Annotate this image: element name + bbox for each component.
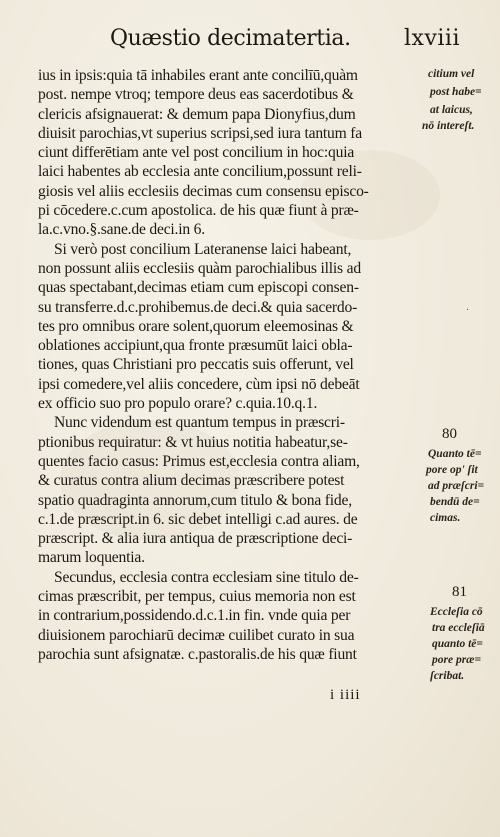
margin-note: quanto tē= — [432, 638, 483, 650]
running-head: Quæstio decimatertia. — [110, 26, 351, 51]
margin-note: Eccleſia cō — [430, 606, 483, 618]
margin-note: citium vel — [428, 68, 475, 80]
text-line: quas spectabant,decimas etiam cum episcopi consen- — [38, 279, 359, 297]
text-line: diuisit parochias,vt superius scripsi,sed iura tantum fa — [38, 124, 362, 142]
text-line: cimas præscribit, per tempus, cuius memoria non est — [38, 588, 356, 606]
text-line: pi cōcedere.c.cum apostolica. de his quæ fiunt à præ- — [38, 202, 359, 220]
text-line: clericis afsignauerat: & demum papa Dionyfius,dum — [38, 105, 356, 123]
text-line: su transferre.d.c.prohibemus.de deci.& quia sacerdo- — [38, 298, 358, 316]
text-line: ciunt differētiam ante vel post concilium in hoc:quia — [38, 144, 355, 162]
text-line: spatio quadraginta annorum,cum titulo & bona fide, — [38, 491, 352, 509]
margin-number: 81 — [452, 584, 467, 600]
text-line: ptionibus requiratur: & vt huius notitia habeatur,se- — [38, 433, 348, 451]
text-line: ex officio suo pro populo orare? c.quia.10.q.1. — [38, 395, 318, 413]
text-line: la.c.vno.§.sane.de deci.in 6. — [38, 221, 205, 239]
margin-note: ſcribat. — [430, 670, 465, 682]
text-line: Nunc videndum est quantum tempus in præscri- — [54, 414, 345, 432]
margin-number: 80 — [442, 426, 457, 442]
text-line: Si verò post concilium Lateranense laici habeant, — [54, 240, 352, 258]
text-line: non possunt aliis ecclesiis quàm parochialibus illis ad — [38, 259, 361, 277]
text-line: ius in ipsis:quia tā inhabiles erant ante concilīū,quàm — [38, 67, 358, 84]
signature-mark: i iiii — [330, 687, 361, 703]
margin-note: ad præſcri= — [428, 480, 485, 492]
text-line: c.1.de præscript.in 6. sic debet intelligi c.ad aures. de — [38, 510, 358, 528]
text-line: laici habentes ab ecclesia ante concilium,possunt reli- — [38, 163, 362, 181]
text-line: tiones, quas Christiani pro peccatis suis offerunt, vel — [38, 356, 354, 374]
margin-note: pore præ= — [432, 654, 482, 666]
margin-note: post habe= — [430, 86, 482, 98]
margin-note: at laicus, — [430, 104, 473, 116]
text-line: & curatus contra alium decimas præscribere potest — [38, 472, 345, 490]
text-line: in contrarium,possidendo.d.c.1.in fin. vnde quia per — [38, 607, 351, 625]
margin-note: cimas. — [430, 512, 461, 524]
text-line: tes pro omnibus orare solent,quorum eleemosinas & — [38, 317, 354, 335]
text-line: quentes facio casus: Primus est,ecclesia contra aliam, — [38, 452, 360, 470]
text-line: præscript. & alia iura antiqua de præscriptione deci- — [38, 530, 353, 548]
margin-dot: · — [466, 305, 470, 316]
text-line: parochia sunt afsignatæ. c.pastoralis.de his quæ fiunt — [38, 645, 357, 663]
margin-note: pore op' ſit — [426, 464, 478, 476]
text-line: post. nempe vtroq; tempore deus eas sacerdotibus & — [38, 86, 354, 104]
text-line: ipsi comedere,vel aliis concedere, cùm ipsi nō debeāt — [38, 375, 360, 393]
text-line: oblationes accipiunt,qua fronte præsumūt laici obla- — [38, 337, 353, 355]
folio-number: lxviii — [404, 26, 460, 51]
text-line: marum loquentia. — [38, 549, 145, 567]
margin-note: tra eccleſiā — [432, 622, 485, 634]
text-line: Secundus, ecclesia contra ecclesiam sine titulo de- — [54, 568, 359, 586]
margin-note: Quanto tē= — [428, 448, 482, 460]
text-line: diuisionem parochiarū decimæ cuilibet curato in sua — [38, 626, 355, 644]
margin-note: bendū de= — [430, 496, 480, 508]
text-line: giosis vel aliis ecclesiis decimas cum consensu episco- — [38, 182, 369, 200]
page-header — [110, 26, 460, 60]
body-text — [38, 66, 428, 664]
margin-note: nō intereſt. — [422, 120, 475, 132]
